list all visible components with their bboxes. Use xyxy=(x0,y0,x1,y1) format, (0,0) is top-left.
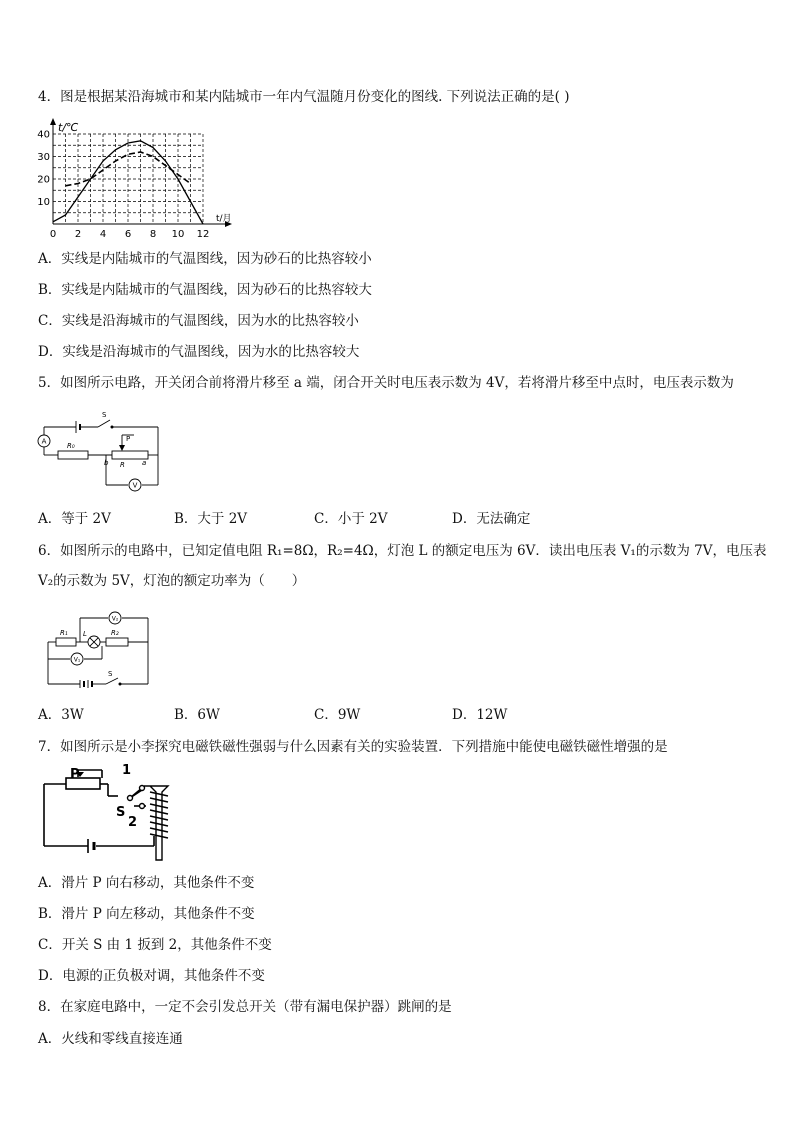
q6-stem-line2: V₂的示数为 5V，灯泡的额定功率为（ ） xyxy=(38,573,306,589)
q6-label-s: S xyxy=(108,670,113,678)
q5-option-a: A．等于 2V xyxy=(38,511,111,527)
chart-x-tick-label: 4 xyxy=(99,229,107,240)
q6-option-a: A．3W xyxy=(38,707,84,723)
q6-label-r2: R₂ xyxy=(111,629,119,637)
q5-option-d: D．无法确定 xyxy=(452,511,531,527)
chart-x-tick-label: 12 xyxy=(196,229,210,240)
q4-option-a: A．实线是内陆城市的气温图线，因为砂石的比热容较小 xyxy=(38,251,372,267)
q7-label-1: 1 xyxy=(122,763,132,778)
q8-stem: 8．在家庭电路中，一定不会引发总开关（带有漏电保护器）跳闸的是 xyxy=(38,999,452,1015)
q7-option-d: D．电源的正负极对调，其他条件不变 xyxy=(38,968,265,984)
chart-y-tick-label: 20 xyxy=(37,174,50,186)
q6-option-d: D．12W xyxy=(452,707,508,723)
q5-label-p: P xyxy=(126,435,131,443)
q5-label-a-end: a xyxy=(142,459,147,467)
q5-label-v: V xyxy=(132,481,138,490)
q6-option-c: C．9W xyxy=(314,707,361,723)
q6-circuit-figure xyxy=(44,604,154,692)
x-axis-label: t/月 xyxy=(216,214,232,224)
q6-option-b: B．6W xyxy=(174,707,220,723)
q8-option-a: A．火线和零线直接连通 xyxy=(38,1031,183,1047)
q5-label-r: R xyxy=(120,461,125,469)
q7-option-a: A．滑片 P 向右移动，其他条件不变 xyxy=(38,875,255,891)
temperature-chart xyxy=(36,116,236,244)
chart-y-tick-label: 40 xyxy=(37,129,50,141)
q7-option-b: B．滑片 P 向左移动，其他条件不变 xyxy=(38,906,255,922)
q6-stem-line1: 6．如图所示的电路中，已知定值电阻 R₁=8Ω，R₂=4Ω，灯泡 L 的额定电压为 6V．读出电压表 V₁的示数为 7V，电压表 xyxy=(38,543,767,559)
q6-label-r1: R₁ xyxy=(60,629,68,637)
q4-option-b: B．实线是内陆城市的气温图线，因为砂石的比热容较大 xyxy=(38,282,372,298)
q4-option-d: D．实线是沿海城市的气温图线，因为水的比热容较大 xyxy=(38,344,360,360)
q5-option-c: C．小于 2V xyxy=(314,511,388,527)
chart-x-tick-label: 8 xyxy=(149,229,157,240)
chart-x-tick-label: 6 xyxy=(124,229,132,240)
q7-label-2: 2 xyxy=(128,815,138,830)
q5-stem: 5．如图所示电路，开关闭合前将滑片移至 a 端，闭合开关时电压表示数为 4V，若将滑片移至中点时，电压表示数为 xyxy=(38,375,734,391)
q5-label-r0: R₀ xyxy=(67,442,75,450)
chart-x-tick-label: 2 xyxy=(74,229,82,240)
q6-label-v1: V₁ xyxy=(73,656,81,664)
chart-y-tick-label: 30 xyxy=(37,152,50,163)
q7-stem: 7．如图所示是小李探究电磁铁磁性强弱与什么因素有关的实验装置．下列措施中能使电磁铁磁性增强的是 xyxy=(38,739,668,755)
q4-stem: 4．图是根据某沿海城市和某内陆城市一年内气温随月份变化的图线. 下列说法正确的是( ) xyxy=(38,89,570,105)
q6-label-l: L xyxy=(83,630,87,638)
q5-label-b: b xyxy=(104,459,109,467)
q5-circuit-figure xyxy=(36,405,166,497)
q7-option-c: C．开关 S 由 1 扳到 2，其他条件不变 xyxy=(38,937,272,953)
q7-label-s: S xyxy=(116,805,126,820)
q6-label-v2: V₂ xyxy=(111,615,119,623)
y-axis-label: t/℃ xyxy=(58,121,79,134)
q7-label-p: P xyxy=(70,767,80,782)
q7-electromagnet-figure xyxy=(38,762,178,866)
chart-x-tick-label: 10 xyxy=(171,229,185,240)
q5-label-s: S xyxy=(102,411,107,419)
q5-option-b: B．大于 2V xyxy=(174,511,248,527)
chart-grid xyxy=(53,134,203,224)
chart-x-tick-label: 0 xyxy=(49,229,57,240)
chart-y-tick-label: 10 xyxy=(37,197,50,208)
q5-label-a: A xyxy=(41,437,47,446)
q4-option-c: C．实线是沿海城市的气温图线，因为水的比热容较小 xyxy=(38,313,359,329)
